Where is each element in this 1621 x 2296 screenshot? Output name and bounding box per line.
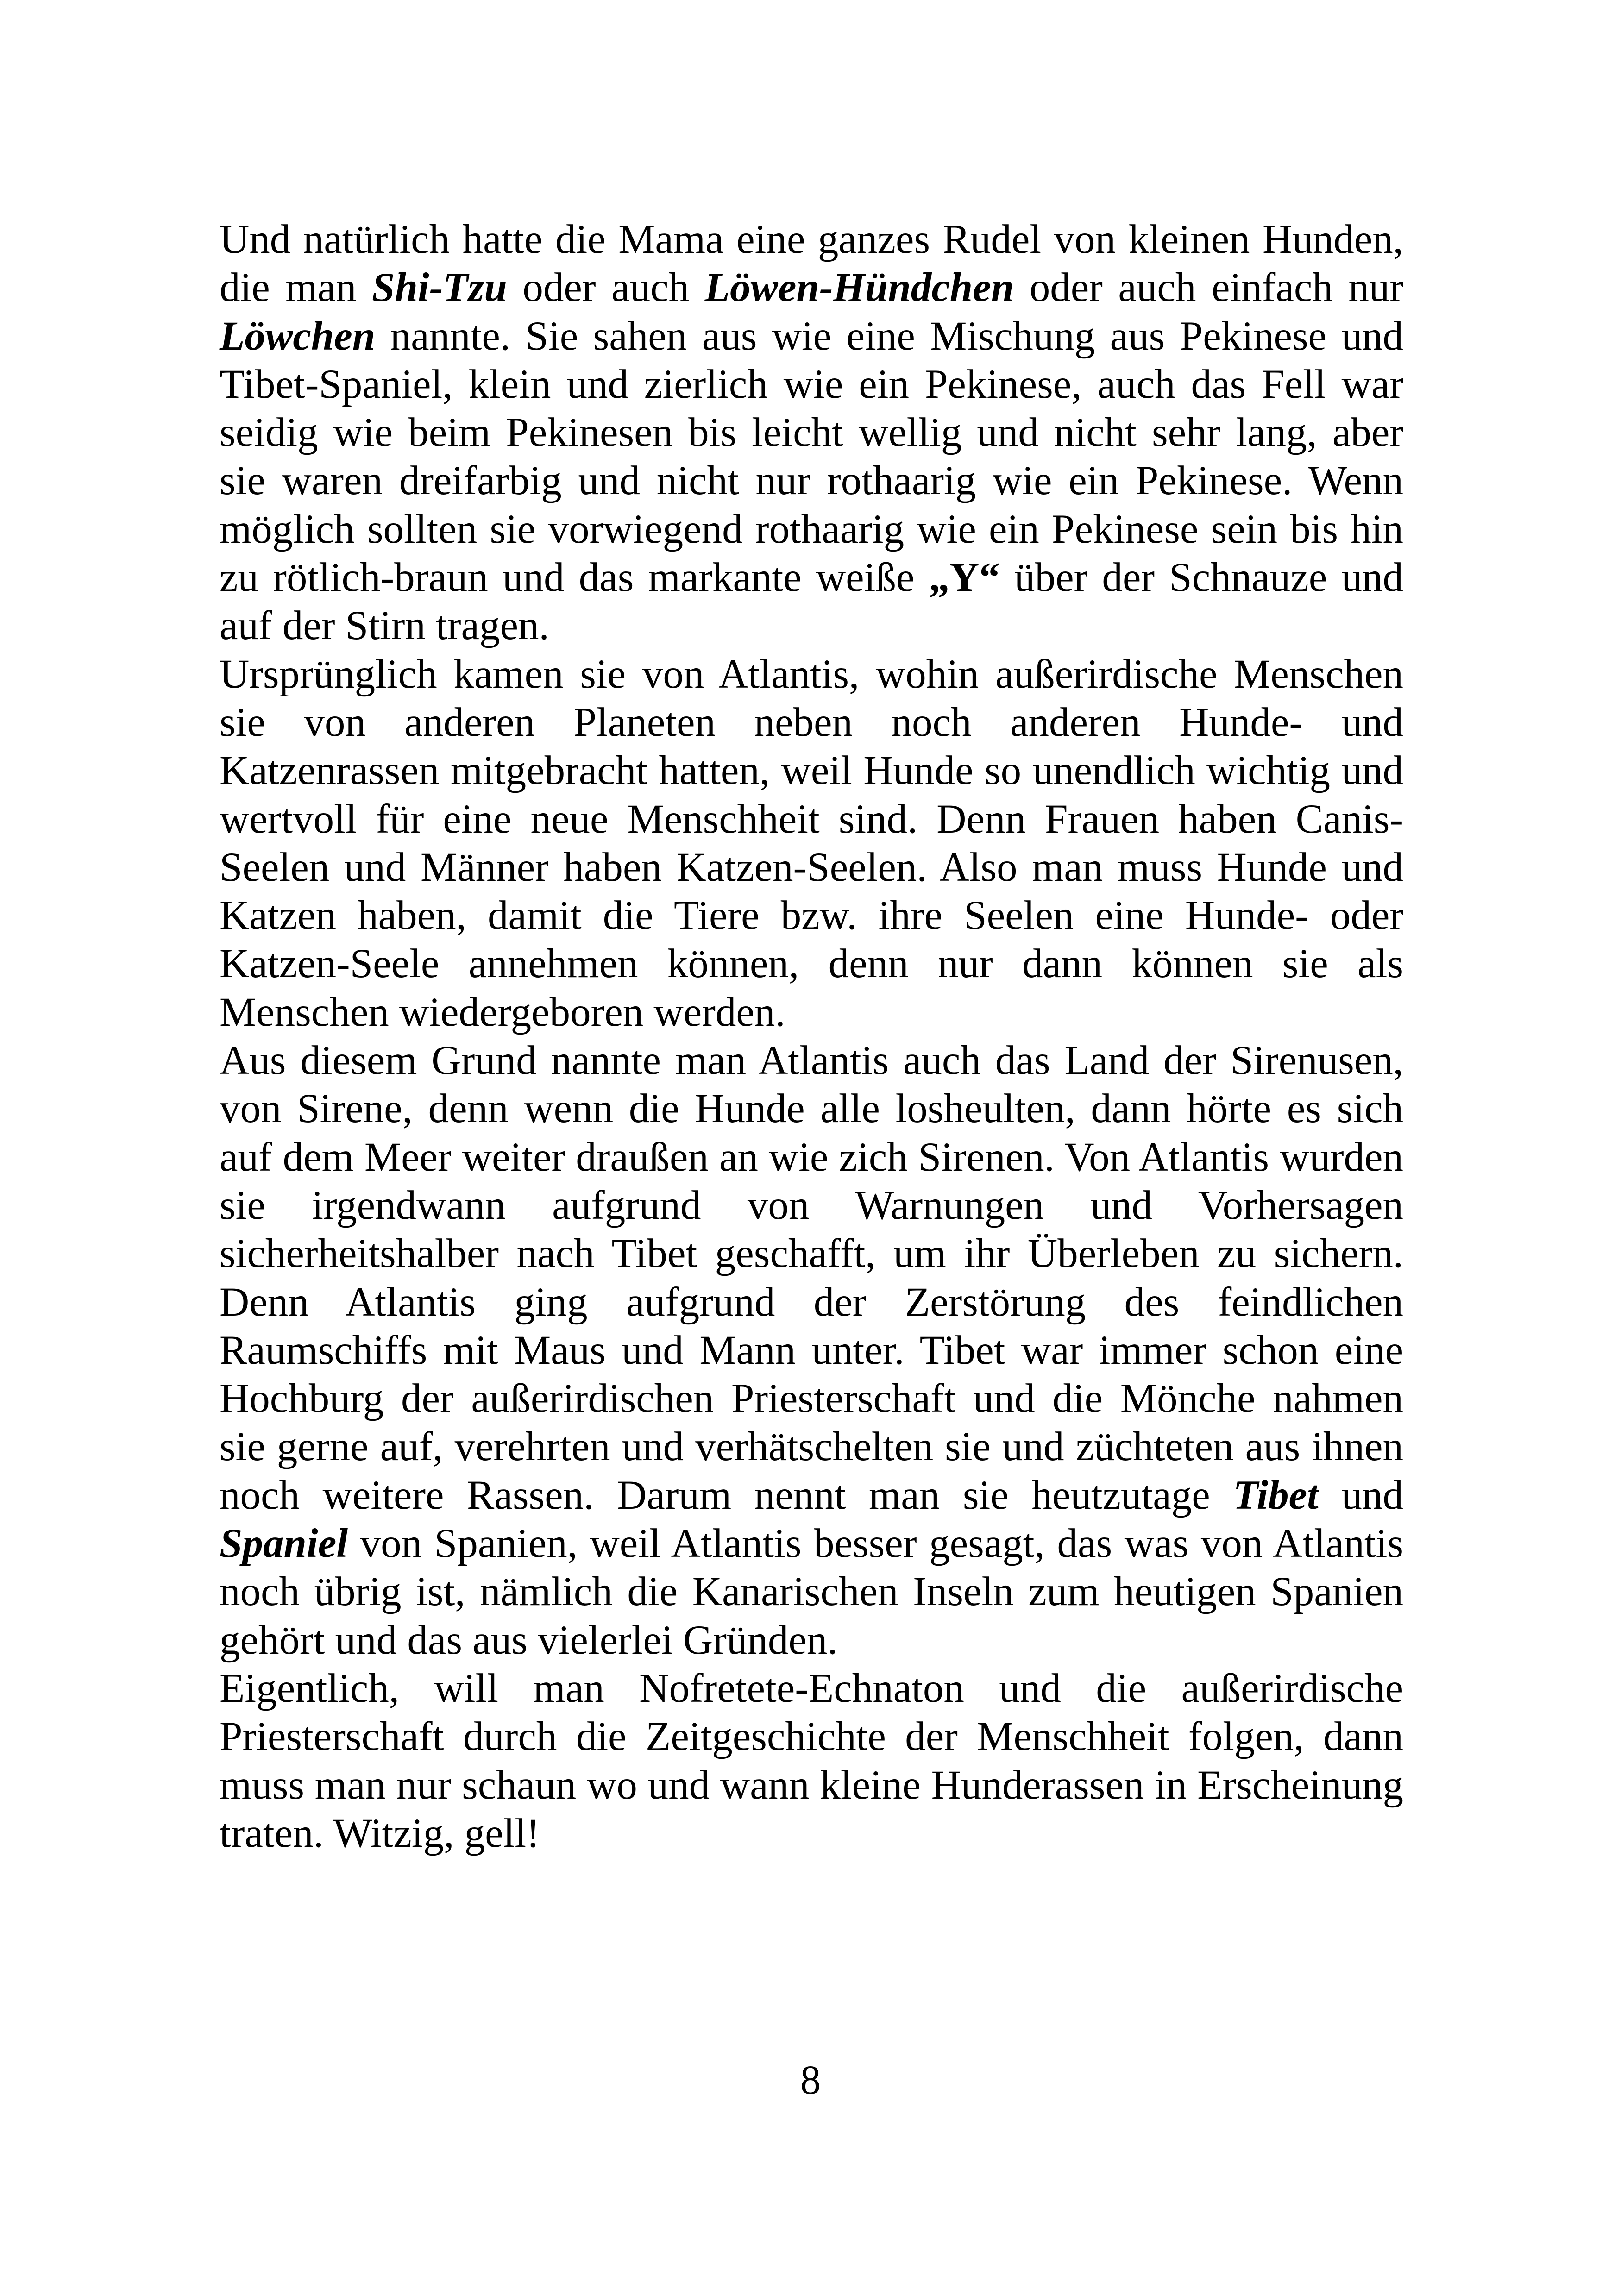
emphasized-term: Spaniel bbox=[220, 1521, 348, 1567]
paragraph bbox=[220, 215, 1403, 650]
text-run: Ursprünglich kamen sie von Atlantis, wohin außerirdische Menschen sie von anderen Planeten neben noch anderen Hunde- und Katzenrassen mitgebracht hatten, weil Hunde so unendlich wichtig und wertvoll für eine neue Menschheit sind. Denn Frauen haben Canis-Seelen und Männer haben Katzen-Seelen. Also man muss Hunde und Katzen haben, damit die Tiere bzw. ihre Seelen eine Hunde- oder Katzen-Seele annehmen können, denn nur dann können sie als Menschen wiedergeboren werden. bbox=[220, 651, 1403, 1035]
paragraph bbox=[220, 650, 1403, 1036]
text-run: Eigentlich, will man Nofretete-Echnaton und die außerirdische Priesterschaft durch die Zeitgeschichte der Menschheit folgen, dann muss man nur schaun wo und wann kleine Hunderassen in Erscheinung traten. Witzig, gell! bbox=[220, 1665, 1403, 1856]
text-run: von Spanien, weil Atlantis besser gesagt, das was von Atlantis noch übrig ist, nämlich die Kanarischen Inseln zum heutigen Spanien gehört und das aus vielerlei Gründen. bbox=[220, 1521, 1403, 1663]
page-body bbox=[220, 215, 1403, 1857]
paragraph bbox=[220, 1036, 1403, 1664]
text-run: nannte. Sie sahen aus wie eine Mischung aus Pekinese und Tibet-Spaniel, klein und zierlich wie ein Pekinese, auch das Fell war seidig wie beim Pekinesen bis leicht wellig und nicht sehr lang, aber sie waren dreifarbig und nicht nur rothaarig wie ein Pekinese. Wenn möglich sollten sie vorwiegend rothaarig wie ein Pekinese sein bis hin zu rötlich-braun und das markante weiße bbox=[220, 313, 1403, 601]
text-run: oder auch einfach nur bbox=[1014, 265, 1403, 311]
emphasized-term: Tibet bbox=[1233, 1472, 1319, 1518]
paragraph bbox=[220, 1664, 1403, 1857]
bold-text: „Y“ bbox=[929, 555, 1000, 601]
emphasized-term: Löwen-Hündchen bbox=[704, 265, 1014, 311]
emphasized-term: Shi-Tzu bbox=[372, 265, 507, 311]
text-run: oder auch bbox=[507, 265, 705, 311]
emphasized-term: Löwchen bbox=[220, 313, 376, 359]
text-run: und bbox=[1318, 1472, 1403, 1518]
text-run: Aus diesem Grund nannte man Atlantis auch das Land der Sirenusen, von Sirene, denn wenn die Hunde alle losheulten, dann hörte es sich auf dem Meer weiter draußen an wie zich Sirenen. Von Atlantis wurden sie irgendwann aufgrund von Warnungen und Vorhersagen sicherheitshalber nach Tibet geschafft, um ihr Überleben zu sichern. Denn Atlantis ging aufgrund der Zerstörung des feindlichen Raumschiffs mit Maus und Mann unter. Tibet war immer schon eine Hochburg der außerirdischen Priesterschaft und die Mönche nahmen sie gerne auf, verehrten und verhätschelten sie und züchteten aus ihnen noch weitere Rassen. Darum nennt man sie heutzutage bbox=[220, 1038, 1403, 1518]
page-number: 8 bbox=[800, 2058, 821, 2103]
text-run: Und natürlich hatte die Mama eine ganzes Rudel von kleinen Hunden, die man bbox=[220, 217, 1403, 311]
text-run: über der Schnauze und auf der Stirn tragen. bbox=[220, 555, 1403, 649]
